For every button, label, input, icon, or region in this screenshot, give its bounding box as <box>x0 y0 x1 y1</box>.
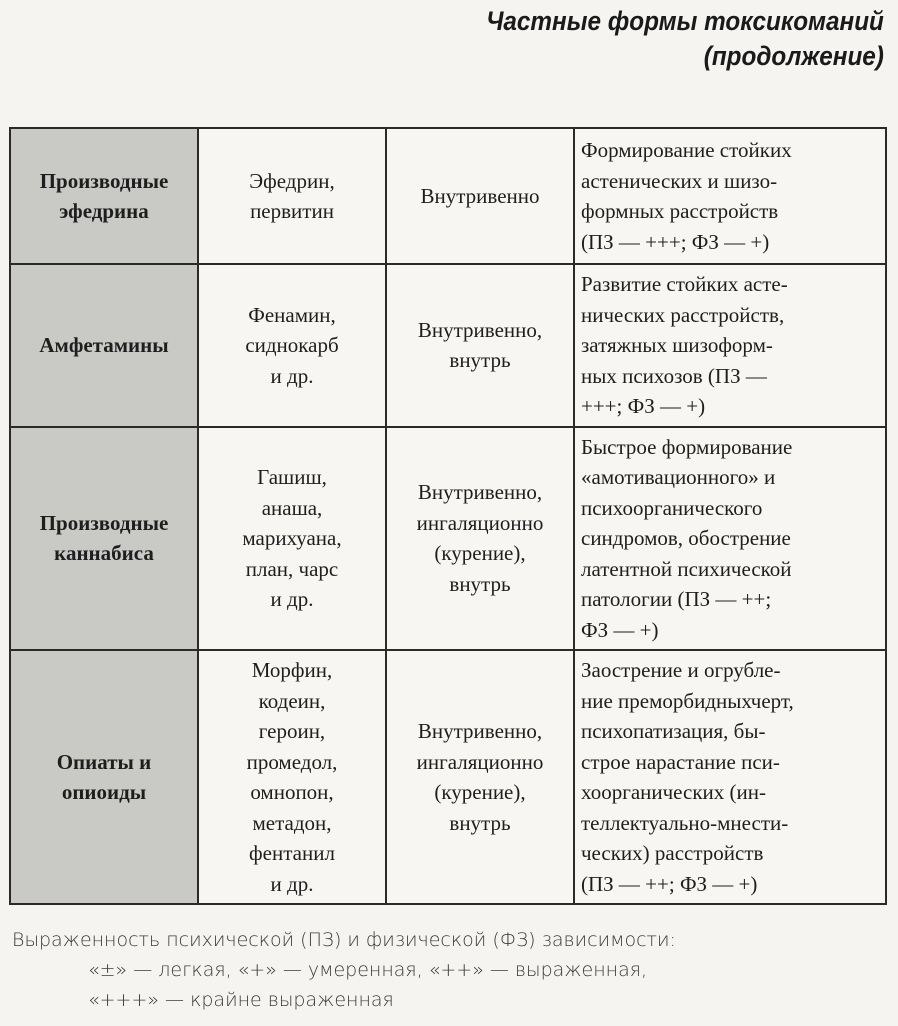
drug-names-cell <box>198 128 386 264</box>
substance-group: Амфетамины <box>39 333 169 357</box>
page-header <box>0 0 898 118</box>
route-cell <box>386 427 574 651</box>
effect-cell <box>574 264 886 427</box>
section-title-line1: Частные формы токсикоманий <box>486 6 884 36</box>
administration-route: Внутривенно, внутрь <box>417 317 543 373</box>
drug-names: Эфедрин, первитин <box>249 168 335 223</box>
administration-route: Внутривенно, ингаляционно (курение), внутрь <box>416 480 544 596</box>
route-cell <box>386 128 574 264</box>
clinical-effect: Заострение и огрубле- ние преморбидныхчерт, психопатизация, бы- строе нарастание пси- хоорганических (ин- теллектуально-мнести- ческих) расстройств (ПЗ — ++; ФЗ — +) <box>581 658 794 896</box>
clinical-effect: Развитие стойких асте- нических расстройств, затяжных шизоформ- ных психозов (ПЗ — +++; ФЗ — +) <box>581 272 788 418</box>
clinical-effect: Формирование стойких астенических и шизо- формных расстройств (ПЗ — +++; ФЗ — +) <box>581 138 792 254</box>
table-row <box>10 427 886 651</box>
drug-names-cell <box>198 650 386 904</box>
substance-group: Опиаты и опиоиды <box>56 749 152 804</box>
substance-group-cell <box>10 128 198 264</box>
route-cell <box>386 264 574 427</box>
effect-cell <box>574 128 886 264</box>
legend-line2: «±» — легкая, «+» — умеренная, «++» — выраженная, <box>88 959 647 981</box>
effect-cell <box>574 650 886 904</box>
substance-group: Производные эфедрина <box>39 168 169 223</box>
substance-group-cell <box>10 264 198 427</box>
table-row <box>10 650 886 904</box>
substance-group-cell <box>10 427 198 651</box>
table-row <box>10 128 886 264</box>
drug-names: Фенамин, сиднокарб и др. <box>245 302 339 388</box>
section-title <box>486 4 884 74</box>
toxicomania-table <box>9 127 887 905</box>
administration-route: Внутривенно <box>420 183 540 208</box>
route-cell <box>386 650 574 904</box>
drug-names-cell <box>198 427 386 651</box>
section-title-line2: (продолжение) <box>703 41 884 71</box>
substance-group: Производные каннабиса <box>39 510 169 566</box>
drug-names: Гашиш, анаша, марихуана, план, чарс и др. <box>242 465 342 611</box>
drug-names: Морфин, кодеин, героин, промедол, омнопон, метадон, фентанил и др. <box>246 658 338 896</box>
legend-line1: Выраженность психической (ПЗ) и физической (ФЗ) зависимости: <box>12 929 676 951</box>
drug-names-cell <box>198 264 386 427</box>
clinical-effect: Быстрое формирование «амотивационного» и психоорганического синдромов, обострение латентной психической патологии (ПЗ — ++; ФЗ — +) <box>581 434 793 642</box>
effect-cell <box>574 427 886 651</box>
table-row <box>10 264 886 427</box>
dependence-legend <box>12 925 892 1015</box>
administration-route: Внутривенно, ингаляционно (курение), внутрь <box>416 719 544 835</box>
substance-group-cell <box>10 650 198 904</box>
legend-line3: «+++» — крайне выраженная <box>88 989 394 1011</box>
